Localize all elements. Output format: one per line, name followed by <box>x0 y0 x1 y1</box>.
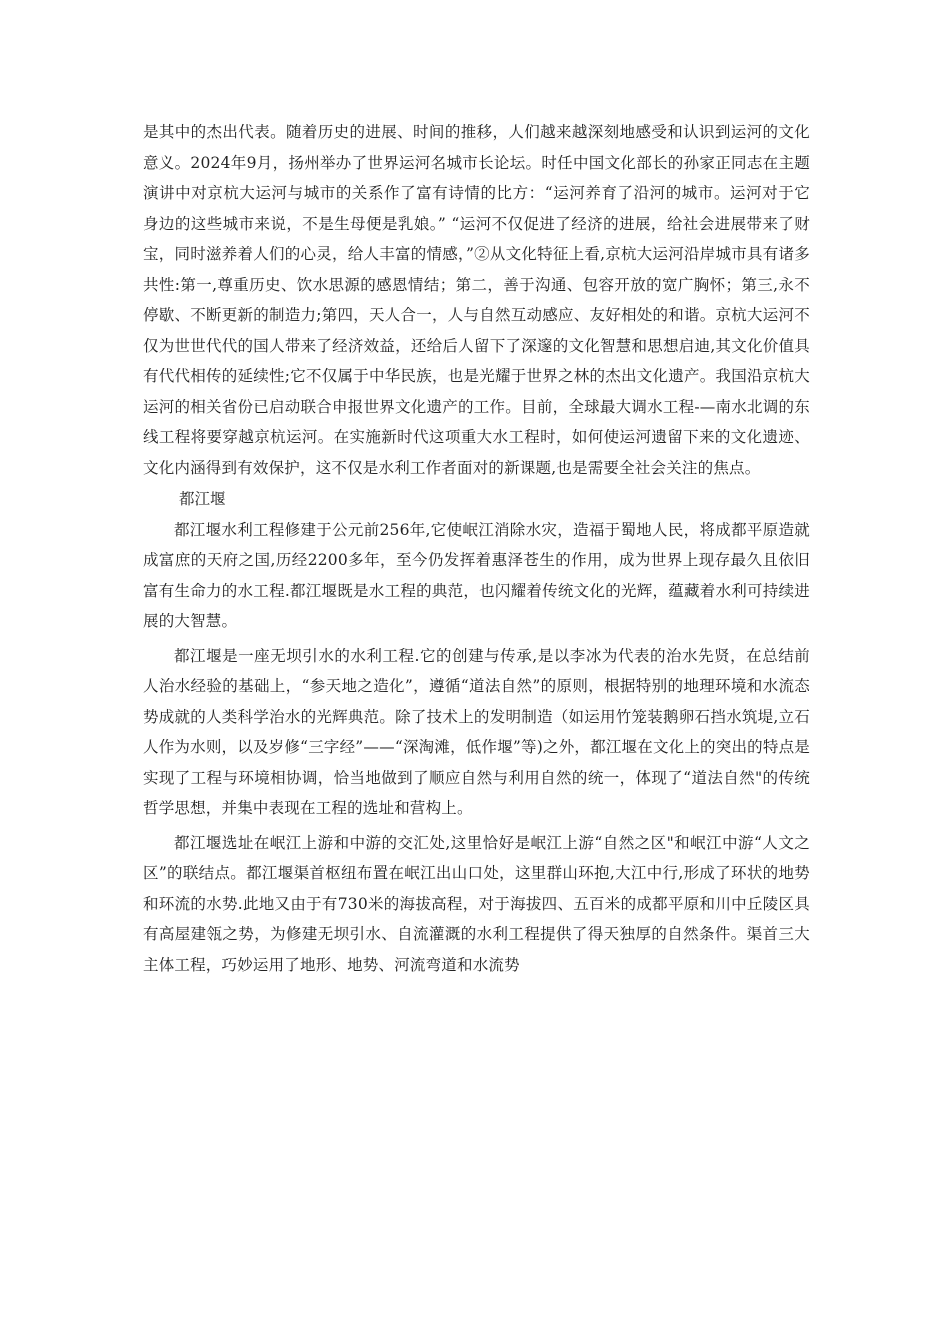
document-page <box>143 117 810 980</box>
body-paragraph-dujiangyan-culture: 都江堰是一座无坝引水的水利工程.它的创建与传承,是以李冰为代表的治水先贤，在总结前人治水经验的基础上，“参天地之造化”，遵循“道法自然”的原则，根据特别的地理环境和水流态势成就的人类科学治水的光辉典范。除了技术上的发明制造（如运用竹笼装鹅卵石挡水筑堤,立石人作为水则，以及岁修“三字经”——“深淘滩，低作堰”等)之外，都江堰在文化上的突出的特点是实现了工程与环境相协调，恰当地做到了顺应自然与利用自然的统一，体现了“道法自然"的传统哲学思想，并集中表现在工程的选址和营构上。 <box>143 646 810 817</box>
section-heading-dujiangyan: 都江堰 <box>179 490 226 508</box>
body-paragraph-canal: 是其中的杰出代表。随着历史的进展、时间的推移，人们越来越深刻地感受和认识到运河的文化意义。2024年9月，扬州举办了世界运河名城市长论坛。时任中国文化部长的孙家正同志在主题演讲中对京杭大运河与城市的关系作了富有诗情的比方：“运河养育了沿河的城市。运河对于它身边的这些城市来说，不是生母便是乳娘。” “运河不仅促进了经济的进展，给社会进展带来了财宝，同时滋养着人们的心灵，给人丰富的情感，”②从文化特征上看,京杭大运河沿岸城市具有诸多共性:第一,尊重历史、饮水思源的感恩情结；第二，善于沟通、包容开放的宽广胸怀；第三,永不停歇、不断更新的制造力;第四，天人合一，人与自然互动感应、友好相处的和谐。京杭大运河不仅为世世代代的国人带来了经济效益，还给后人留下了深邃的文化智慧和思想启迪,其文化价值具有代代相传的延续性;它不仅属于中华民族，也是光耀于世界之林的杰出文化遗产。我国沿京杭大运河的相关省份已启动联合申报世界文化遗产的工作。目前，全球最大调水工程-—南水北调的东线工程将要穿越京杭运河。在实施新时代这项重大水工程时，如何使运河遗留下来的文化遗迹、文化内涵得到有效保护，这不仅是水利工作者面对的新课题,也是需要全社会关注的焦点。 <box>143 123 810 477</box>
body-paragraph-dujiangyan-intro: 都江堰水利工程修建于公元前256年,它使岷江消除水灾，造福于蜀地人民，将成都平原造就成富庶的天府之国,历经2200多年，至今仍发挥着惠泽苍生的作用，成为世界上现存最久且依旧富有生命力的水工程.都江堰既是水工程的典范，也闪耀着传统文化的光辉，蕴藏着水利可持续进展的大智慧。 <box>143 520 810 630</box>
body-paragraph-dujiangyan-site: 都江堰选址在岷江上游和中游的交汇处,这里恰好是岷江上游“自然之区"和岷江中游“人文之区”的联结点。都江堰渠首枢纽布置在岷江出山口处，这里群山环抱,大江中行,形成了环状的地势和环流的水势.此地又由于有730米的海拔高程，对于海拔四、五百米的成都平原和川中丘陵区具有高屋建瓴之势，为修建无坝引水、自流灌溉的水利工程提供了得天独厚的自然条件。渠首三大主体工程，巧妙运用了地形、地势、河流弯道和水流势 <box>143 833 810 974</box>
